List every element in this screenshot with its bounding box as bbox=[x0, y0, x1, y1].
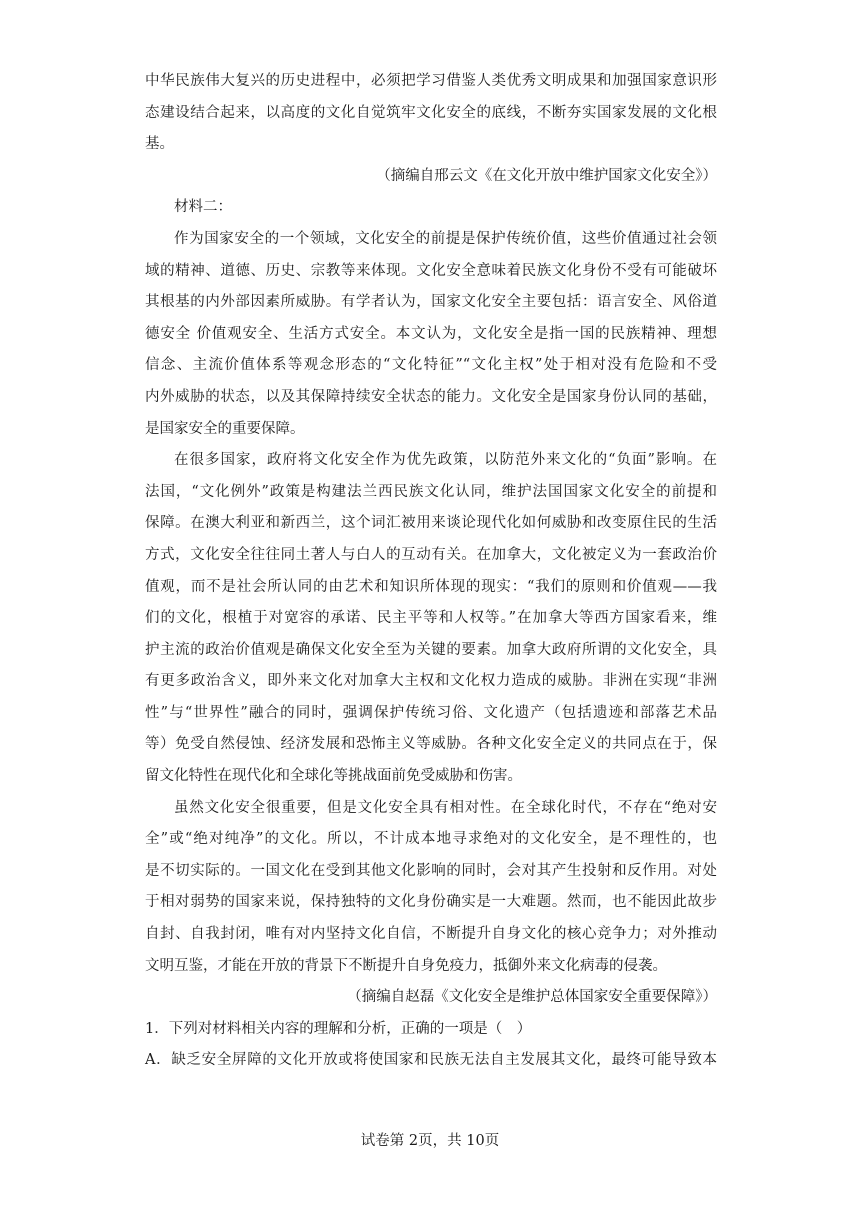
text-line: 信念、主流价值体系等观念形态的“文化特征”“文化主权”处于相对没有危险和不受 bbox=[145, 357, 717, 374]
paragraph bbox=[145, 445, 717, 793]
text-line: 其根基的内外部因素所威胁。有学者认为，国家文化安全主要包括：语言安全、风俗道 bbox=[145, 294, 717, 311]
source-citation: （摘编自邢云文《在文化开放中维护国家文化安全》） bbox=[376, 167, 717, 184]
text-line: 是不切实际的。一国文化在受到其他文化影响的同时，会对其产生投射和反作用。对处 bbox=[145, 862, 717, 879]
text-line: 文明互鉴，才能在开放的背景下不断提升自身免疫力，抵御外来文化病毒的侵袭。 bbox=[145, 957, 667, 974]
text-line: 是国家安全的重要保障。 bbox=[145, 420, 305, 437]
text-line: 有更多政治含义，即外来文化对加拿大主权和文化权力造成的威胁。非洲在实现“非洲 bbox=[145, 673, 717, 690]
text-line: 全”或“绝对纯净”的文化。所以，不计成本地寻求绝对的文化安全，是不理性的，也 bbox=[145, 831, 717, 848]
text-line: 方式，文化安全往往同土著人与白人的互动有关。在加拿大，文化被定义为一套政治价 bbox=[145, 546, 717, 563]
text-line: 留文化特性在现代化和全球化等挑战面前免受威胁和伤害。 bbox=[145, 768, 522, 785]
text-line: 于相对弱势的国家来说，保持独特的文化身份确实是一大难题。然而，也不能因此故步 bbox=[145, 894, 717, 911]
text-line: 等）免受自然侵蚀、经济发展和恐怖主义等威胁。各种文化安全定义的共同点在于，保 bbox=[145, 736, 717, 753]
text-line: 态建设结合起来，以高度的文化自觉筑牢文化安全的底线，不断夯实国家发展的文化根 bbox=[145, 104, 717, 121]
text-line: 基。 bbox=[145, 136, 174, 153]
page-footer bbox=[0, 1131, 860, 1151]
source-citation: （摘编自赵磊《文化安全是维护总体国家安全重要保障》） bbox=[347, 989, 717, 1006]
paragraph bbox=[145, 224, 717, 445]
text-line: 保障。在澳大利亚和新西兰，这个词汇被用来谈论现代化如何威胁和改变原住民的生活 bbox=[145, 515, 717, 532]
question-stem: 1．下列对材料相关内容的理解和分析，正确的一项是（ ） bbox=[145, 1020, 532, 1037]
text-line: 护主流的政治价值观是确保文化安全至为关键的要素。加拿大政府所谓的文化安全，具 bbox=[145, 641, 717, 658]
material-one-tail bbox=[145, 66, 717, 192]
text-line: 内外威胁的状态，以及其保障持续安全状态的能力。文化安全是国家身份认同的基础， bbox=[145, 388, 717, 405]
text-line: 德安全 价值观安全、生活方式安全。本文认为，文化安全是指一国的民族精神、理想 bbox=[145, 325, 717, 342]
page-content bbox=[145, 66, 717, 1077]
text-line: 作为国家安全的一个领域，文化安全的前提是保护传统价值，这些价值通过社会领 bbox=[174, 230, 717, 247]
page-number: 试卷第 2页，共 10页 bbox=[360, 1133, 500, 1149]
material-heading: 材料二： bbox=[174, 199, 232, 216]
paragraph bbox=[145, 793, 717, 983]
text-line: 们的文化，根植于对宽容的承诺、民主平等和人权等。”在加拿大等西方国家看来，维 bbox=[145, 610, 717, 627]
text-line: 自封、自我封闭，唯有对内坚持文化自信，不断提升自身文化的核心竞争力；对外推动 bbox=[145, 926, 717, 943]
text-line: 中华民族伟大复兴的历史进程中，必须把学习借鉴人类优秀文明成果和加强国家意识形 bbox=[145, 73, 717, 89]
text-line: 法国，“文化例外”政策是构建法兰西民族文化认同，维护法国国家文化安全的前提和 bbox=[145, 483, 717, 500]
text-line: 在很多国家，政府将文化安全作为优先政策，以防范外来文化的“负面”影响。在 bbox=[174, 452, 717, 469]
text-line: 值观，而不是社会所认同的由艺术和知识所体现的现实：“我们的原则和价值观——我 bbox=[145, 578, 717, 595]
text-line: 域的精神、道德、历史、宗教等来体现。文化安全意味着民族文化身份不受有可能破坏 bbox=[145, 262, 717, 279]
text-line: 虽然文化安全很重要，但是文化安全具有相对性。在全球化时代，不存在“绝对安 bbox=[174, 799, 717, 816]
answer-option-a: A．缺乏安全屏障的文化开放或将使国家和民族无法自主发展其文化，最终可能导致本 bbox=[145, 1052, 717, 1069]
text-line: 性”与“世界性”融合的同时，强调保护传统习俗、文化遗产（包括遗迹和部落艺术品 bbox=[145, 704, 717, 721]
